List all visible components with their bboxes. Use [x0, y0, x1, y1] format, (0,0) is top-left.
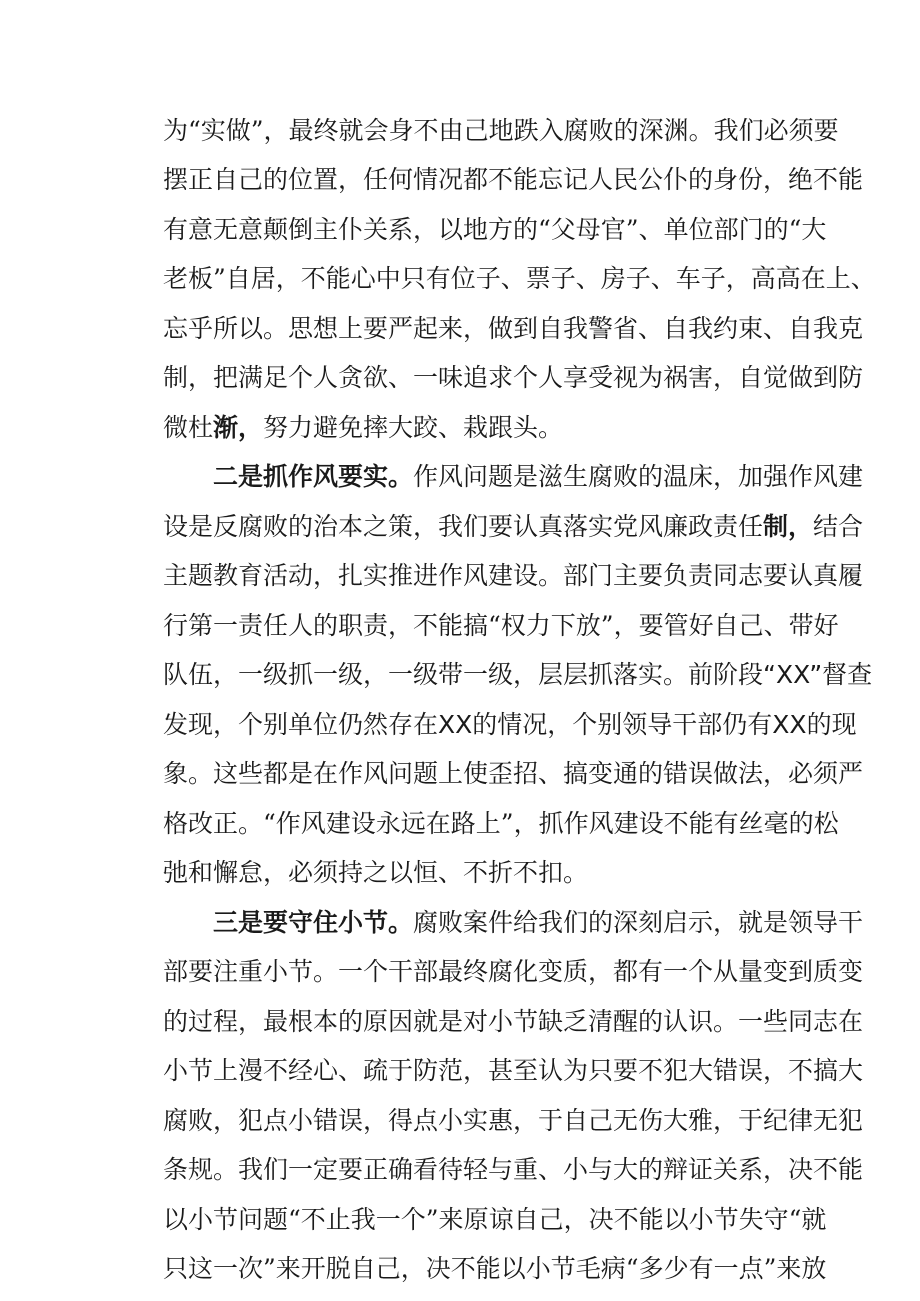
text-run-latin: XX [772, 710, 807, 739]
text-line: 只这一次”来开脱自己，决不能以小节毛病“多少有一点”来放 [163, 1254, 827, 1283]
text-line: 行第一责任人的职责，不能搞“权力下放”，要管好自己、带好 [163, 611, 839, 640]
text-run: 队伍，一级抓一级，一级带一级，层层抓落实。前阶段 [163, 660, 764, 689]
text-line [163, 705, 857, 745]
text-run: 结合 [813, 512, 864, 541]
text-line: 的过程，最根本的原因就是对小节缺乏清醒的认识。一些同志在 [163, 1007, 864, 1036]
text-line: 有意无意颠倒主仆关系，以地方的“父母官”、单位部门的“大 [163, 215, 827, 244]
text-line: 主题教育活动，扎实推进作风建设。部门主要负责同志要认真履 [163, 561, 864, 590]
text-run: 的情况，个别领导干部仍有 [472, 710, 773, 739]
text-line: 忘乎所以。思想上要严起来，做到自我警省、自我约束、自我克 [163, 314, 864, 343]
text-run: 腐败案件给我们的深刻启示，就是领导干 [413, 908, 864, 937]
text-line [213, 903, 864, 943]
text-run: 督查 [822, 660, 873, 689]
text-line [163, 507, 864, 547]
text-run-bold: 渐， [213, 413, 264, 442]
text-run: 努力避免摔大跤、栽跟头。 [263, 413, 564, 442]
text-run-bold: 制， [763, 512, 814, 541]
text-line [163, 655, 873, 695]
paragraph-lead: 三是要守住小节。 [213, 908, 414, 937]
text-line: 摆正自己的位置，任何情况都不能忘记人民公仆的身份，绝不能 [163, 165, 864, 194]
text-run-latin: XX [438, 710, 473, 739]
text-run: 发现，个别单位仍然存在 [163, 710, 439, 739]
paragraph-lead: 二是抓作风要实。 [213, 462, 414, 491]
text-line: 制，把满足个人贪欲、一味追求个人享受视为祸害，自觉做到防 [163, 363, 864, 392]
text-line: 条规。我们一定要正确看待轻与重、小与大的辩证关系，决不能 [163, 1155, 864, 1184]
text-run: 微杜 [163, 413, 214, 442]
text-line: 为“实做”，最终就会身不由己地跌入腐败的深渊。我们必须要 [163, 116, 839, 145]
text-line: 象。这些都是在作风问题上使歪招、搞变通的错误做法，必须严 [163, 759, 864, 788]
text-run-latin: “XX” [763, 660, 823, 689]
text-line: 弛和懈怠，必须持之以恒、不折不扣。 [163, 858, 589, 887]
text-line: 格改正。“作风建设永远在路上”，抓作风建设不能有丝毫的松 [163, 809, 839, 838]
text-line: 腐败，犯点小错误，得点小实惠，于自己无伤大雅，于纪律无犯 [163, 1106, 864, 1135]
text-line [163, 408, 803, 448]
text-line: 小节上漫不经心、疏于防范，甚至认为只要不犯大错误，不搞大 [163, 1056, 864, 1085]
text-line: 部要注重小节。一个干部最终腐化变质，都有一个从量变到质变 [163, 957, 864, 986]
text-run: 设是反腐败的治本之策，我们要认真落实党风廉政责任 [163, 512, 764, 541]
text-line: 以小节问题“不止我一个”来原谅自己，决不能以小节失守“就 [163, 1205, 827, 1234]
text-run: 作风问题是滋生腐败的温床，加强作风建 [413, 462, 864, 491]
text-line: 老板”自居，不能心中只有位子、票子、房子、车子，高高在上、 [163, 264, 876, 293]
text-run: 的现 [806, 710, 857, 739]
text-line [213, 457, 864, 497]
